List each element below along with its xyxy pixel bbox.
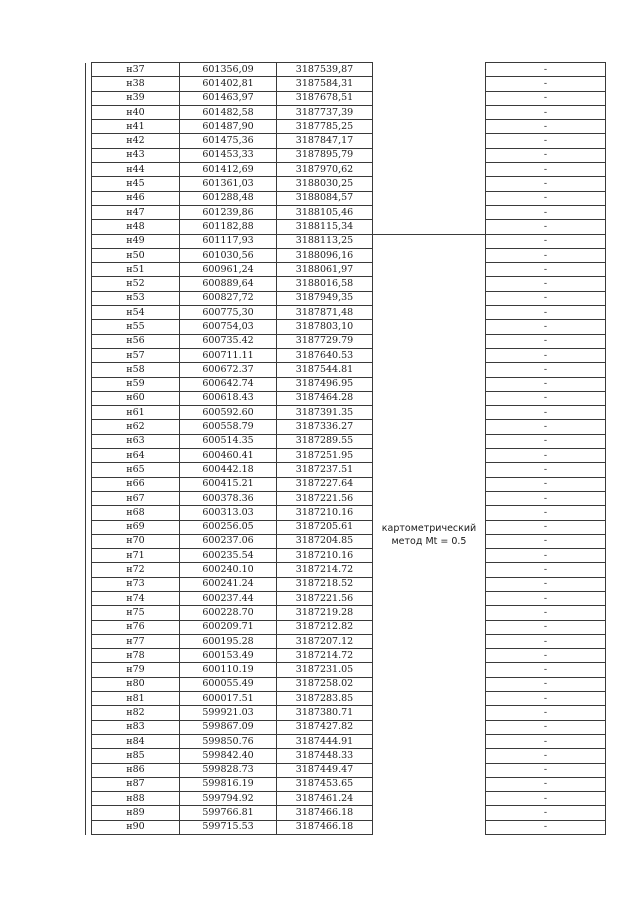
table-row [86,792,606,806]
empty-mark-cell: - [486,248,606,262]
x-coordinate-cell: 599921.03 [180,706,277,720]
y-coordinate-cell: 3187453.65 [277,777,373,791]
point-id-cell: н62 [92,420,180,434]
table-row [86,434,606,448]
empty-mark-cell: - [486,291,606,305]
y-coordinate-cell: 3188105,46 [277,205,373,219]
y-coordinate-cell: 3188061,97 [277,263,373,277]
empty-mark-cell: - [486,148,606,162]
y-coordinate-cell: 3188084,57 [277,191,373,205]
table-row [86,463,606,477]
y-coordinate-cell: 3187258.02 [277,677,373,691]
method-description-cell [373,234,486,834]
empty-mark-cell: - [486,763,606,777]
x-coordinate-cell: 600228.70 [180,606,277,620]
x-coordinate-cell: 600195.28 [180,634,277,648]
empty-mark-cell: - [486,348,606,362]
x-coordinate-cell: 600592.60 [180,406,277,420]
empty-mark-cell: - [486,63,606,77]
empty-mark-cell: - [486,720,606,734]
table-row [86,549,606,563]
empty-mark-cell: - [486,434,606,448]
x-coordinate-cell: 600313.03 [180,506,277,520]
empty-mark-cell: - [486,205,606,219]
empty-mark-cell: - [486,549,606,563]
point-id-cell: н77 [92,634,180,648]
point-id-cell: н41 [92,120,180,134]
point-id-cell: н61 [92,406,180,420]
point-id-cell: н86 [92,763,180,777]
table-row [86,391,606,405]
x-coordinate-cell: 600241.24 [180,577,277,591]
y-coordinate-cell: 3187210.16 [277,506,373,520]
coordinates-table-body [86,63,606,835]
table-row [86,177,606,191]
y-coordinate-cell: 3187205.61 [277,520,373,534]
point-id-cell: н63 [92,434,180,448]
table-row [86,534,606,548]
empty-mark-cell: - [486,677,606,691]
point-id-cell: н43 [92,148,180,162]
point-id-cell: н71 [92,549,180,563]
x-coordinate-cell: 601402,81 [180,77,277,91]
x-coordinate-cell: 600017.51 [180,692,277,706]
x-coordinate-cell: 600378.36 [180,491,277,505]
table-row [86,220,606,234]
x-coordinate-cell: 600055.49 [180,677,277,691]
point-id-cell: н80 [92,677,180,691]
point-id-cell: н45 [92,177,180,191]
y-coordinate-cell: 3187207.12 [277,634,373,648]
empty-mark-cell: - [486,563,606,577]
point-id-cell: н88 [92,792,180,806]
x-coordinate-cell: 601487,90 [180,120,277,134]
point-id-cell: н83 [92,720,180,734]
table-row [86,720,606,734]
table-row [86,591,606,605]
table-row [86,606,606,620]
table-row [86,491,606,505]
x-coordinate-cell: 600442.18 [180,463,277,477]
x-coordinate-cell: 600110.19 [180,663,277,677]
x-coordinate-cell: 599842.40 [180,749,277,763]
point-id-cell: н84 [92,734,180,748]
y-coordinate-cell: 3187221.56 [277,591,373,605]
empty-mark-cell: - [486,77,606,91]
x-coordinate-cell: 601030,56 [180,248,277,262]
point-id-cell: н90 [92,820,180,834]
x-coordinate-cell: 601475,36 [180,134,277,148]
table-row [86,520,606,534]
table-row [86,205,606,219]
x-coordinate-cell: 601412,69 [180,163,277,177]
table-row [86,749,606,763]
empty-mark-cell: - [486,577,606,591]
y-coordinate-cell: 3187871,48 [277,306,373,320]
y-coordinate-cell: 3187544.81 [277,363,373,377]
y-coordinate-cell: 3187214.72 [277,563,373,577]
y-coordinate-cell: 3187231.05 [277,663,373,677]
table-row [86,377,606,391]
y-coordinate-cell: 3187391.35 [277,406,373,420]
table-row [86,291,606,305]
empty-mark-cell: - [486,420,606,434]
x-coordinate-cell: 601182,88 [180,220,277,234]
y-coordinate-cell: 3187227.64 [277,477,373,491]
empty-mark-cell: - [486,391,606,405]
empty-mark-cell: - [486,134,606,148]
table-row [86,348,606,362]
empty-mark-cell: - [486,663,606,677]
y-coordinate-cell: 3187283.85 [277,692,373,706]
table-row [86,506,606,520]
table-row [86,577,606,591]
point-id-cell: н74 [92,591,180,605]
x-coordinate-cell: 599794.92 [180,792,277,806]
table-row [86,234,606,248]
point-id-cell: н47 [92,205,180,219]
x-coordinate-cell: 600754,03 [180,320,277,334]
point-id-cell: н60 [92,391,180,405]
empty-mark-cell: - [486,277,606,291]
point-id-cell: н42 [92,134,180,148]
x-coordinate-cell: 601361,03 [180,177,277,191]
table-row [86,363,606,377]
table-row [86,706,606,720]
table-row [86,91,606,105]
point-id-cell: н79 [92,663,180,677]
table-row [86,105,606,119]
point-id-cell: н54 [92,306,180,320]
table-row [86,477,606,491]
point-id-cell: н39 [92,91,180,105]
x-coordinate-cell: 599828.73 [180,763,277,777]
table-row [86,777,606,791]
empty-mark-cell: - [486,591,606,605]
x-coordinate-cell: 600237.06 [180,534,277,548]
table-row [86,677,606,691]
y-coordinate-cell: 3187214.72 [277,649,373,663]
table-row [86,306,606,320]
y-coordinate-cell: 3187210.16 [277,549,373,563]
empty-mark-cell: - [486,620,606,634]
table-row [86,406,606,420]
point-id-cell: н64 [92,449,180,463]
y-coordinate-cell: 3187496.95 [277,377,373,391]
y-coordinate-cell: 3188113,25 [277,234,373,248]
x-coordinate-cell: 599816.19 [180,777,277,791]
point-id-cell: н38 [92,77,180,91]
point-id-cell: н48 [92,220,180,234]
empty-mark-cell: - [486,306,606,320]
point-id-cell: н69 [92,520,180,534]
y-coordinate-cell: 3187237.51 [277,463,373,477]
point-id-cell: н82 [92,706,180,720]
table-row [86,77,606,91]
point-id-cell: н66 [92,477,180,491]
x-coordinate-cell: 599766.81 [180,806,277,820]
point-id-cell: н75 [92,606,180,620]
y-coordinate-cell: 3187380.71 [277,706,373,720]
y-coordinate-cell: 3187678,51 [277,91,373,105]
x-coordinate-cell: 601463,97 [180,91,277,105]
y-coordinate-cell: 3187895,79 [277,148,373,162]
x-coordinate-cell: 600672.37 [180,363,277,377]
empty-mark-cell: - [486,91,606,105]
x-coordinate-cell: 600827,72 [180,291,277,305]
empty-mark-cell: - [486,320,606,334]
y-coordinate-cell: 3187251.95 [277,449,373,463]
y-coordinate-cell: 3188016,58 [277,277,373,291]
x-coordinate-cell: 600961,24 [180,263,277,277]
y-coordinate-cell: 3188096,16 [277,248,373,262]
point-id-cell: н46 [92,191,180,205]
y-coordinate-cell: 3187737,39 [277,105,373,119]
y-coordinate-cell: 3187218.52 [277,577,373,591]
empty-mark-cell: - [486,820,606,834]
y-coordinate-cell: 3187539,87 [277,63,373,77]
table-row [86,277,606,291]
empty-mark-cell: - [486,334,606,348]
empty-mark-cell: - [486,806,606,820]
x-coordinate-cell: 600256.05 [180,520,277,534]
point-id-cell: н58 [92,363,180,377]
y-coordinate-cell: 3187289.55 [277,434,373,448]
table-row [86,649,606,663]
point-id-cell: н65 [92,463,180,477]
empty-mark-cell: - [486,792,606,806]
y-coordinate-cell: 3187221.56 [277,491,373,505]
method-cell-upper [373,63,486,235]
x-coordinate-cell: 600235.54 [180,549,277,563]
empty-mark-cell: - [486,449,606,463]
y-coordinate-cell: 3187461.24 [277,792,373,806]
y-coordinate-cell: 3187204.85 [277,534,373,548]
x-coordinate-cell: 599715.53 [180,820,277,834]
y-coordinate-cell: 3187336.27 [277,420,373,434]
y-coordinate-cell: 3187449.47 [277,763,373,777]
point-id-cell: н59 [92,377,180,391]
empty-mark-cell: - [486,634,606,648]
table-row [86,563,606,577]
x-coordinate-cell: 599850.76 [180,734,277,748]
point-id-cell: н89 [92,806,180,820]
table-row [86,663,606,677]
empty-mark-cell: - [486,177,606,191]
table-row [86,334,606,348]
point-id-cell: н72 [92,563,180,577]
empty-mark-cell: - [486,120,606,134]
table-row [86,320,606,334]
empty-mark-cell: - [486,491,606,505]
point-id-cell: н51 [92,263,180,277]
y-coordinate-cell: 3187219.28 [277,606,373,620]
y-coordinate-cell: 3187970,62 [277,163,373,177]
x-coordinate-cell: 600415.21 [180,477,277,491]
table-row [86,449,606,463]
empty-mark-cell: - [486,749,606,763]
y-coordinate-cell: 3187803,10 [277,320,373,334]
point-id-cell: н67 [92,491,180,505]
table-row [86,620,606,634]
x-coordinate-cell: 600642.74 [180,377,277,391]
empty-mark-cell: - [486,220,606,234]
x-coordinate-cell: 600514.35 [180,434,277,448]
point-id-cell: н78 [92,649,180,663]
point-id-cell: н55 [92,320,180,334]
point-id-cell: н87 [92,777,180,791]
y-coordinate-cell: 3187464.28 [277,391,373,405]
y-coordinate-cell: 3187584,31 [277,77,373,91]
x-coordinate-cell: 601453,33 [180,148,277,162]
y-coordinate-cell: 3187466.18 [277,820,373,834]
y-coordinate-cell: 3187640.53 [277,348,373,362]
empty-mark-cell: - [486,263,606,277]
empty-mark-cell: - [486,649,606,663]
empty-mark-cell: - [486,234,606,248]
table-row [86,692,606,706]
table-row [86,420,606,434]
empty-mark-cell: - [486,406,606,420]
y-coordinate-cell: 3187785,25 [277,120,373,134]
table-row [86,148,606,162]
empty-mark-cell: - [486,105,606,119]
x-coordinate-cell: 601356,09 [180,63,277,77]
y-coordinate-cell: 3187847,17 [277,134,373,148]
x-coordinate-cell: 600460.41 [180,449,277,463]
y-coordinate-cell: 3187466.18 [277,806,373,820]
method-name: картометрический [381,522,477,534]
table-row [86,120,606,134]
empty-mark-cell: - [486,506,606,520]
empty-mark-cell: - [486,363,606,377]
x-coordinate-cell: 601239,86 [180,205,277,219]
empty-mark-cell: - [486,777,606,791]
empty-mark-cell: - [486,734,606,748]
y-coordinate-cell: 3187949,35 [277,291,373,305]
x-coordinate-cell: 599867.09 [180,720,277,734]
y-coordinate-cell: 3187444.91 [277,734,373,748]
point-id-cell: н68 [92,506,180,520]
point-id-cell: н37 [92,63,180,77]
x-coordinate-cell: 600237.44 [180,591,277,605]
point-id-cell: н49 [92,234,180,248]
coordinates-table [85,62,606,835]
empty-mark-cell: - [486,463,606,477]
x-coordinate-cell: 600889,64 [180,277,277,291]
x-coordinate-cell: 600618.43 [180,391,277,405]
x-coordinate-cell: 601288,48 [180,191,277,205]
table-row [86,634,606,648]
empty-mark-cell: - [486,534,606,548]
table-row [86,763,606,777]
point-id-cell: н50 [92,248,180,262]
empty-mark-cell: - [486,692,606,706]
point-id-cell: н53 [92,291,180,305]
point-id-cell: н56 [92,334,180,348]
point-id-cell: н70 [92,534,180,548]
point-id-cell: н52 [92,277,180,291]
point-id-cell: н81 [92,692,180,706]
empty-mark-cell: - [486,606,606,620]
y-coordinate-cell: 3187212.82 [277,620,373,634]
x-coordinate-cell: 600153.49 [180,649,277,663]
x-coordinate-cell: 600209.71 [180,620,277,634]
empty-mark-cell: - [486,477,606,491]
table-row [86,134,606,148]
y-coordinate-cell: 3188030,25 [277,177,373,191]
x-coordinate-cell: 600711.11 [180,348,277,362]
table-row [86,63,606,77]
method-accuracy: метод Mt = 0.5 [391,535,467,547]
table-row [86,248,606,262]
x-coordinate-cell: 600558.79 [180,420,277,434]
point-id-cell: н44 [92,163,180,177]
y-coordinate-cell: 3187448.33 [277,749,373,763]
x-coordinate-cell: 601482,58 [180,105,277,119]
x-coordinate-cell: 601117,93 [180,234,277,248]
table-row [86,191,606,205]
y-coordinate-cell: 3188115,34 [277,220,373,234]
x-coordinate-cell: 600735.42 [180,334,277,348]
point-id-cell: н85 [92,749,180,763]
table-row [86,163,606,177]
y-coordinate-cell: 3187729.79 [277,334,373,348]
point-id-cell: н76 [92,620,180,634]
point-id-cell: н73 [92,577,180,591]
table-row [86,820,606,834]
empty-mark-cell: - [486,706,606,720]
empty-mark-cell: - [486,377,606,391]
empty-mark-cell: - [486,191,606,205]
table-row [86,806,606,820]
empty-mark-cell: - [486,520,606,534]
point-id-cell: н57 [92,348,180,362]
table-row [86,734,606,748]
empty-mark-cell: - [486,163,606,177]
x-coordinate-cell: 600775,30 [180,306,277,320]
y-coordinate-cell: 3187427.82 [277,720,373,734]
table-row [86,263,606,277]
point-id-cell: н40 [92,105,180,119]
x-coordinate-cell: 600240.10 [180,563,277,577]
